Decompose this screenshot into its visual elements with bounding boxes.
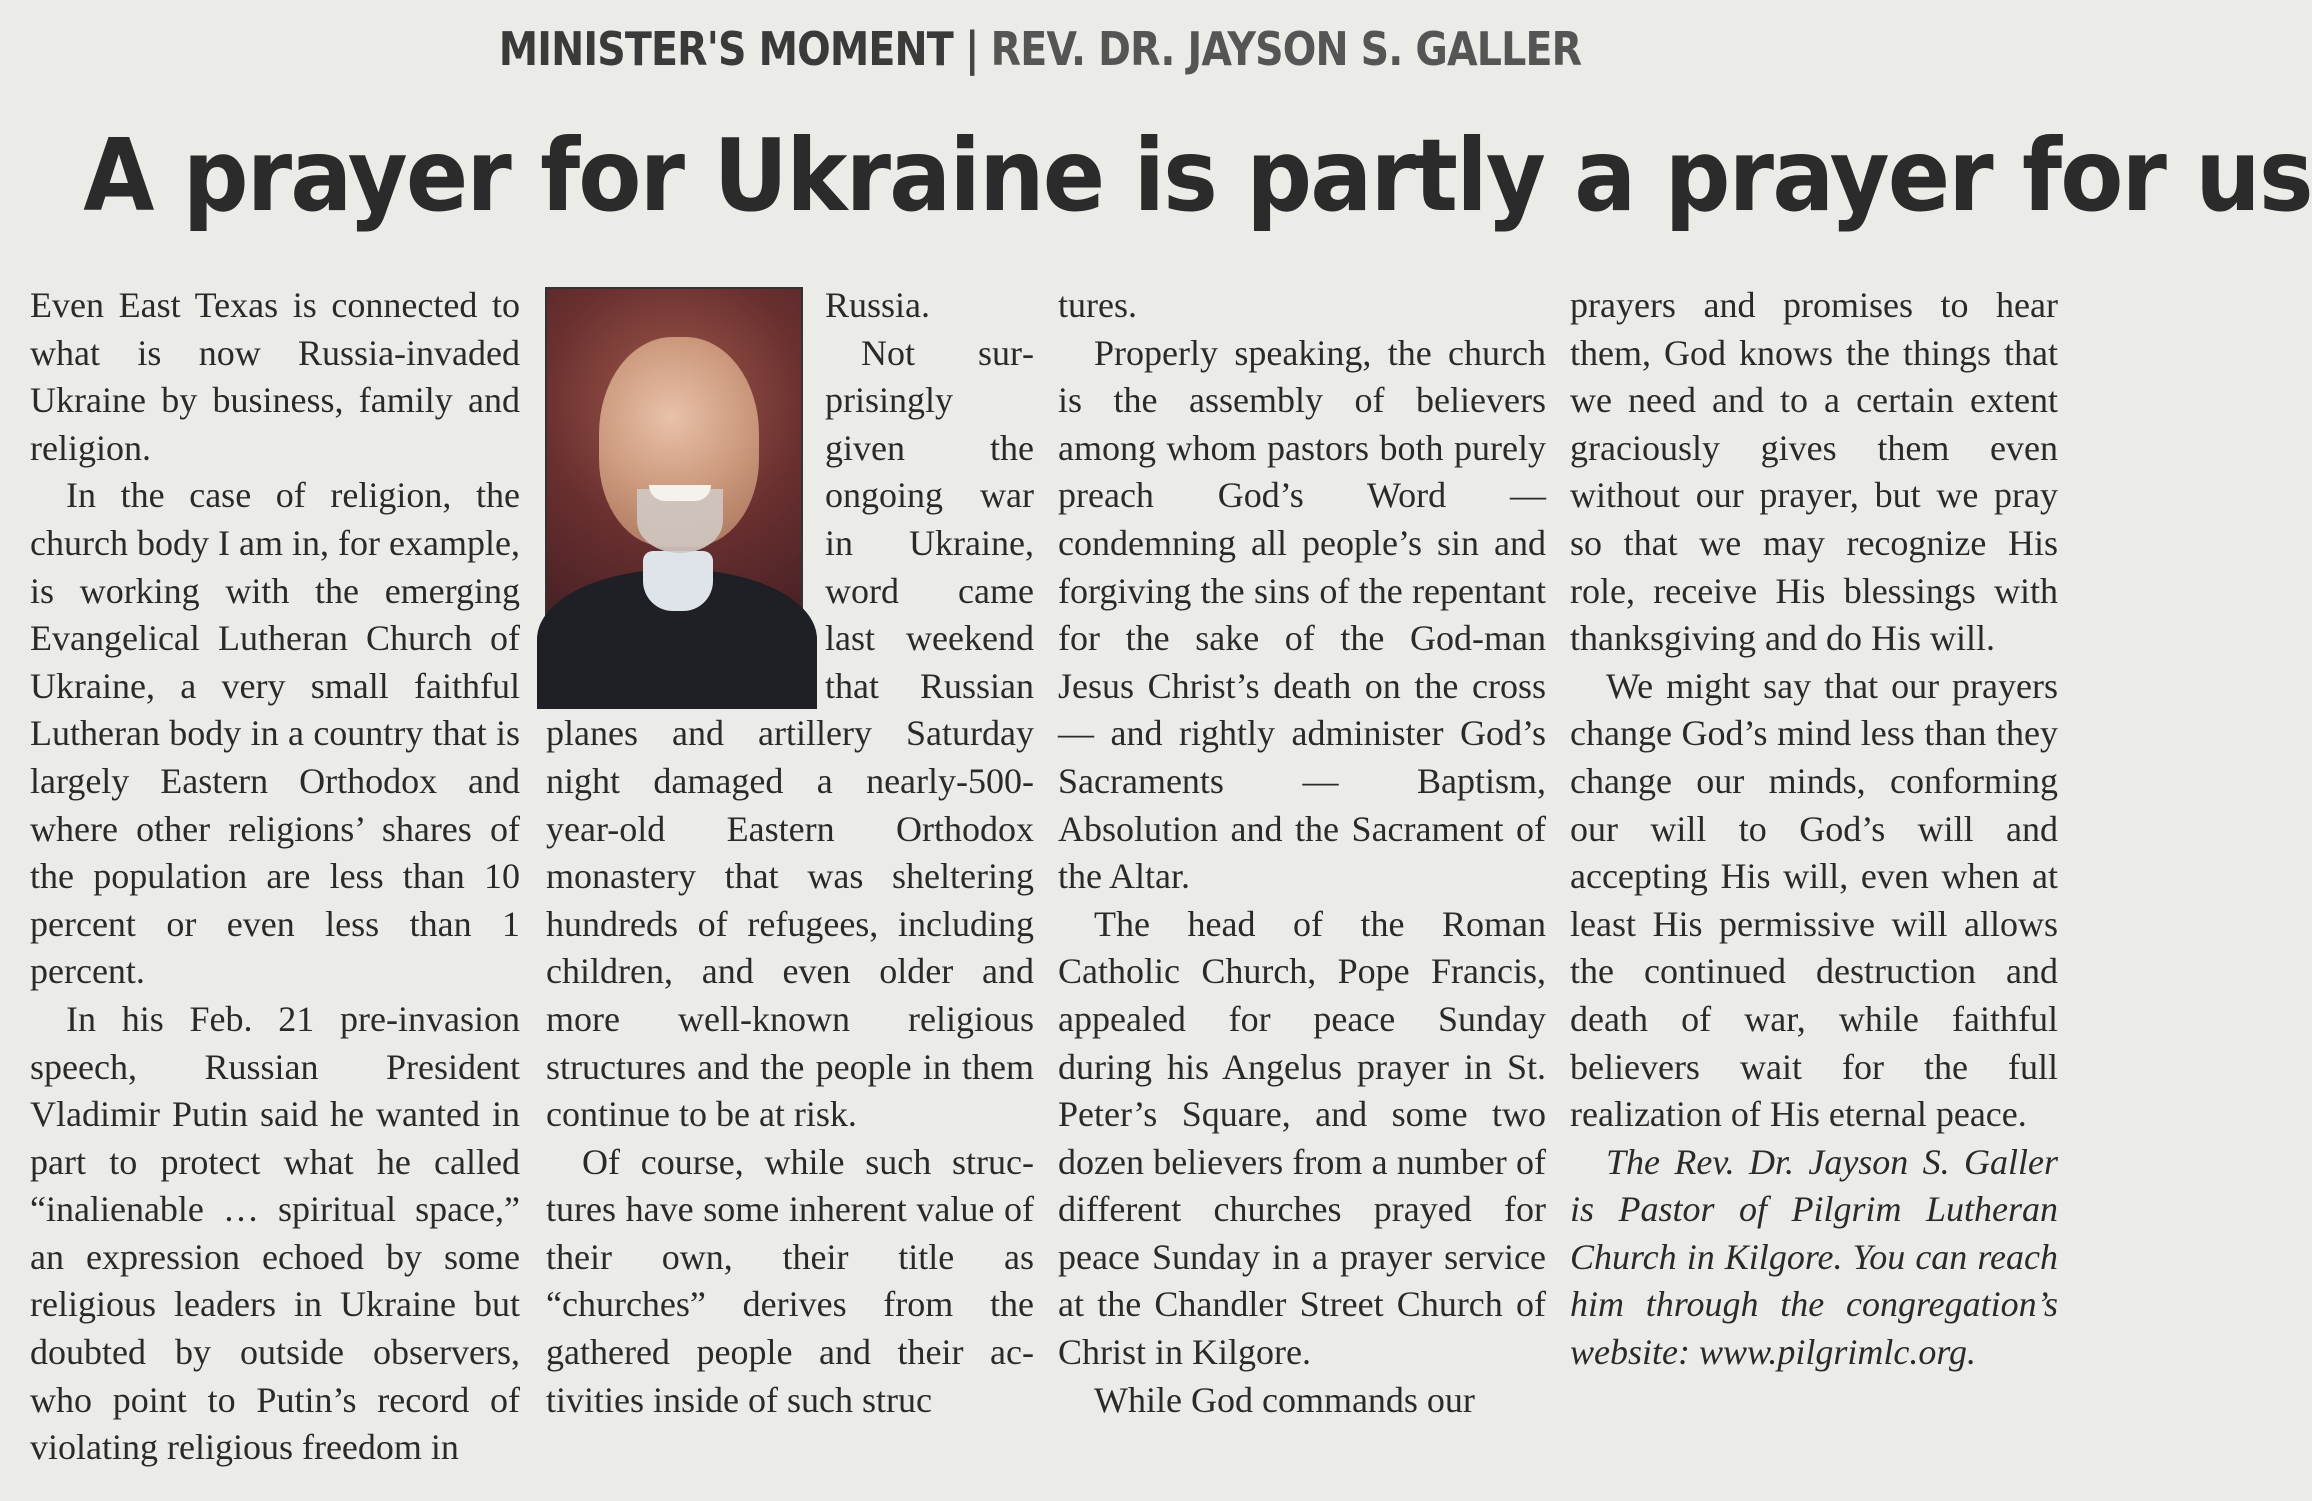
- article-column-4: [1570, 282, 2058, 1482]
- photo-collar: [643, 551, 713, 611]
- paragraph: The head of the Roman Catholic Church, Pope Francis, appealed for peace Sunday during his Angelus prayer in St. Peter’s Square, and some two dozen believers from a number of different churches prayed for peace Sunday in a prayer service at the Chandler Street Church of Christ in Kilgore.: [1058, 903, 1546, 1373]
- paragraph: While God commands our: [1094, 1379, 1475, 1420]
- paragraph: Russia.: [825, 285, 931, 325]
- headline: A prayer for Ukraine is partly a prayer for us: [83, 117, 2312, 234]
- paragraph: In the case of religion, the church body I am in, for example, is working with the emerging Evangelical Lutheran Church of Ukraine, a very small faithful Lutheran body in a country that is largely Eastern Orthodox and where other religions’ shares of the population are less than 10 percent or even less than 1 percent.: [30, 475, 520, 992]
- paragraph: Of course, while such structures have some inherent value of their own, their title as “churches” derives from the gathered people and their activities inside of such struc: [546, 1141, 1034, 1420]
- paragraph: prayers and promises to hear them, God knows the things that we need and to a certain extent graciously gives them even without our prayer, but we pray so that we may recognize His role, receive His blessings with thanksgiving and do His will.: [1570, 285, 2058, 659]
- author-bio: The Rev. Dr. Jayson S. Galler is Pastor of Pilgrim Lutheran Church in Kilgore. You can reach him through the congregation’s website: www.pilgrimlc.org.: [1570, 1141, 2058, 1373]
- paragraph: Even East Texas is connected to what is now Russia-invaded Ukraine by business, family and religion.: [30, 285, 520, 468]
- author-photo: [545, 287, 803, 669]
- paragraph: We might say that our prayers change God’s mind less than they change our minds, conforming our will to God’s will and accepting His will, even when at least His permissive will allows the continued destruction and death of war, while faithful believers wait for the full realization of His eternal peace.: [1570, 665, 2058, 1135]
- paragraph: Properly speaking, the church is the assembly of believers among whom pastors both purely preach God’s Word — condemning all people’s sin and forgiving the sins of the repentant for the sake of the God-man Jesus Christ’s death on the cross — and rightly administer God’s Sacraments — Baptism, Absolution and the Sacrament of the Altar.: [1058, 332, 1546, 897]
- photo-smile: [649, 485, 711, 501]
- kicker-separator: |: [964, 22, 979, 76]
- section-name: MINISTER'S MOMENT: [498, 22, 953, 76]
- byline-author: REV. DR. JAYSON S. GALLER: [990, 22, 1582, 76]
- paragraph: In his Feb. 21 pre-invasion speech, Russian President Vladimir Putin said he wanted in part to protect what he called “inalienable … spiritual space,” an expression echoed by some religious leaders in Ukraine but doubted by outside observers, who point to Putin’s record of violating religious freedom in: [30, 998, 520, 1468]
- article-column-3: [1058, 282, 1546, 1482]
- section-kicker: [146, 22, 1935, 76]
- article-column-1: [30, 282, 520, 1482]
- paragraph: tures.: [1058, 285, 1137, 325]
- article-column-2: [546, 282, 1034, 1482]
- paragraph: Not surprisingly given the ongoing war in Ukraine, word came last weekend that Russian planes and artillery Saturday night damaged a nearly-500-year-old Eastern Orthodox monastery that was sheltering hundreds of refugees, including children, and even older and more well-known religious structures and the people in them continue to be at risk.: [546, 332, 1034, 1135]
